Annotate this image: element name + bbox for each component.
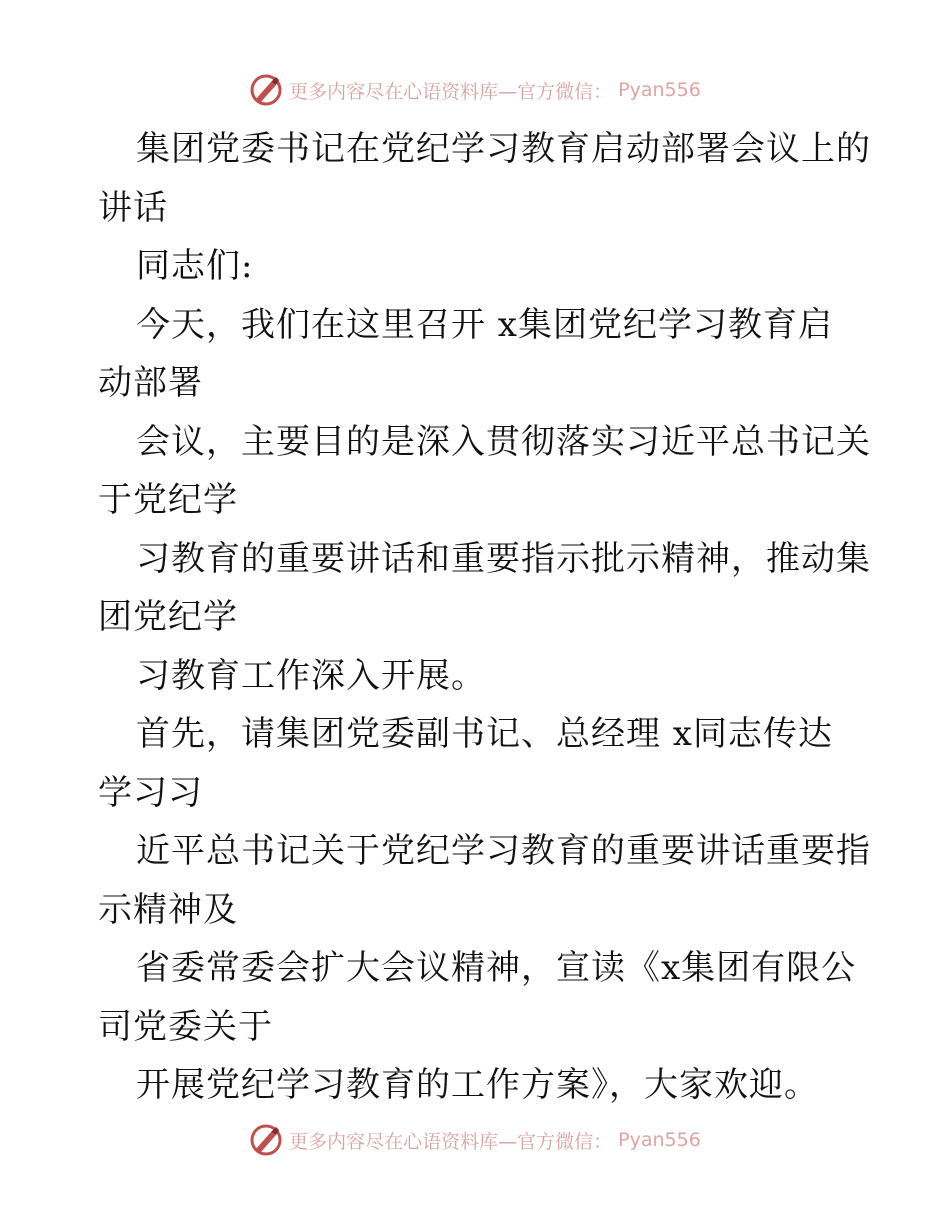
text-line: 习教育的重要讲话和重要指示批示精神，推动集 xyxy=(136,538,871,579)
text-line: 司党委关于 xyxy=(98,1006,273,1047)
text-line: 同志们: xyxy=(136,246,254,286)
text-line: 今天，我们在这里召开 x集团党纪学习教育启 xyxy=(136,304,833,345)
watermark-wechat-id: Pyan556 xyxy=(618,1129,701,1151)
text-line: 开展党纪学习教育的工作方案》，大家欢迎。 xyxy=(136,1065,819,1105)
text-line: 首先，请集团党委副书记、总经理 x同志传达 xyxy=(136,714,833,754)
text-line: 省委常委会扩大会议精神，宣读《x集团有限公 xyxy=(136,948,857,988)
watermark-wechat-id: Pyan556 xyxy=(618,79,701,101)
text-line: 集团党委书记在党纪学习教育启动部署会议上的 xyxy=(136,129,871,169)
text-line: 近平总书记关于党纪学习教育的重要讲话重要指 xyxy=(136,831,871,871)
text-line: 习教育工作深入开展。 xyxy=(136,655,486,696)
document-body xyxy=(98,120,871,1115)
pen-logo-icon xyxy=(249,73,283,107)
header-watermark xyxy=(0,73,950,107)
watermark-text: 更多内容尽在心语资料库—官方微信： xyxy=(289,1130,613,1153)
text-line: 团党纪学 xyxy=(98,597,238,637)
footer-watermark xyxy=(0,1123,950,1157)
text-line: 于党纪学 xyxy=(98,480,238,520)
text-line: 学习习 xyxy=(98,772,203,813)
text-line: 会议，主要目的是深入贯彻落实习近平总书记关 xyxy=(136,421,871,462)
text-line: 讲话 xyxy=(98,187,168,228)
text-line: 动部署 xyxy=(98,363,203,403)
pen-logo-icon xyxy=(249,1123,283,1157)
text-line: 示精神及 xyxy=(98,889,238,930)
watermark-text: 更多内容尽在心语资料库—官方微信： xyxy=(289,80,613,103)
